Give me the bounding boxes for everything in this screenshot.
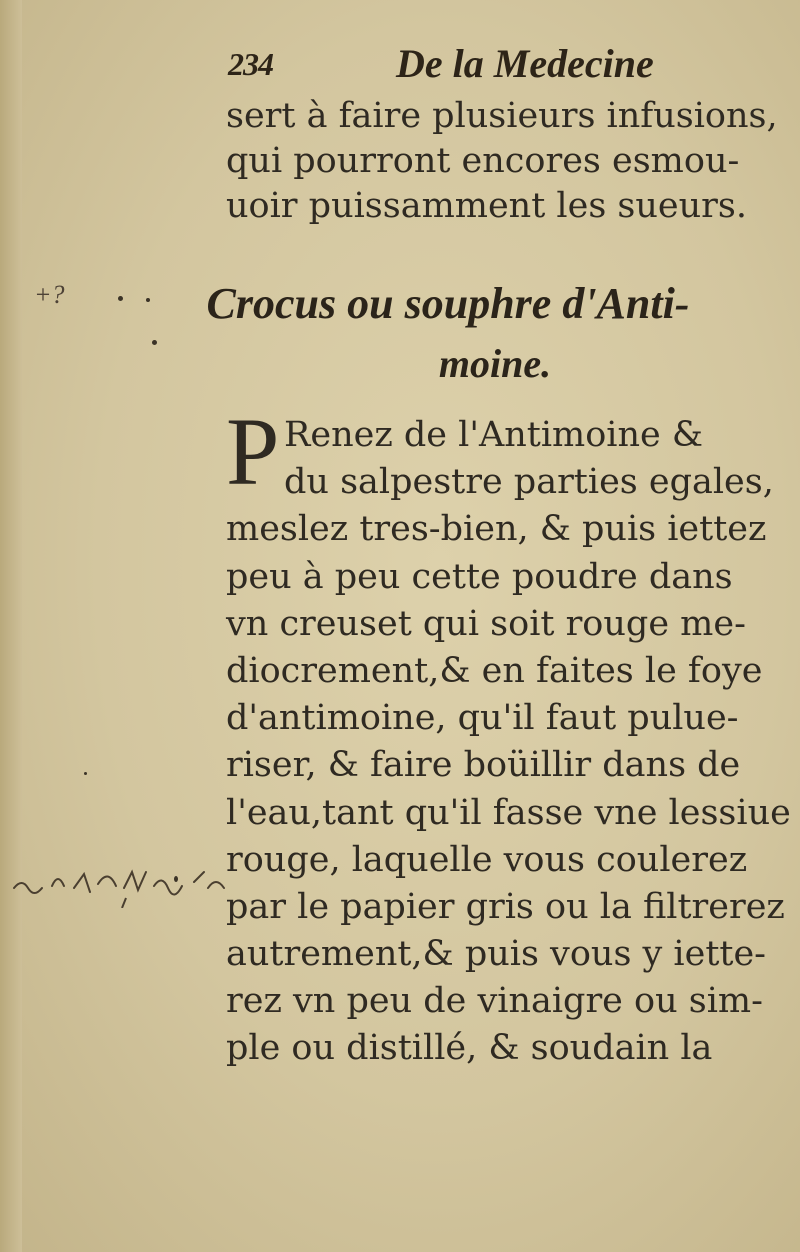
text-line: qui pourront encores esmou- (226, 141, 740, 181)
section-title-line1: Crocus ou souphre d'Anti- (206, 279, 690, 328)
text-line: par le papier gris ou la filtrerez (226, 886, 785, 927)
ink-speck (146, 298, 150, 302)
page-number: 234 (228, 46, 273, 82)
text-line: ple ou distillé, & soudain la (226, 1028, 713, 1069)
text-line: autrement,& puis vous y iette- (226, 934, 767, 975)
ink-speck (84, 772, 87, 775)
text-line: uoir puissamment les sueurs. (226, 186, 747, 226)
text-line: du salpestre parties egales, (284, 462, 774, 503)
margin-annotation: +? (34, 280, 65, 309)
text-line: meslez tres-bien, & puis iettez (226, 509, 767, 550)
text-line: sert à faire plusieurs infusions, (226, 96, 778, 136)
drop-cap: P (226, 398, 280, 505)
text-line: l'eau,tant qu'il fasse vne lessiue (226, 792, 791, 833)
page-gutter (0, 0, 22, 1252)
text-line: riser, & faire boüillir dans de (226, 745, 741, 786)
recipe-text (226, 412, 791, 1073)
handwritten-scrawl-mark (8, 858, 238, 908)
ink-speck (152, 340, 157, 345)
text-line: rez vn peu de vinaigre ou sim- (226, 981, 763, 1022)
text-line: rouge, laquelle vous coulerez (226, 839, 748, 880)
text-line: diocrement,& en faites le foye (226, 650, 763, 691)
text-line: vn creuset qui soit rouge me- (226, 603, 746, 644)
text-line: peu à peu cette poudre dans (226, 556, 733, 597)
ink-speck (118, 296, 123, 301)
running-title: De la Medecine (396, 41, 654, 86)
section-title-line2: moine. (438, 341, 552, 386)
text-line: Renez de l'Antimoine & (284, 415, 704, 455)
text-line: d'antimoine, qu'il faut pulue- (226, 698, 739, 739)
continuation-text (226, 94, 786, 229)
